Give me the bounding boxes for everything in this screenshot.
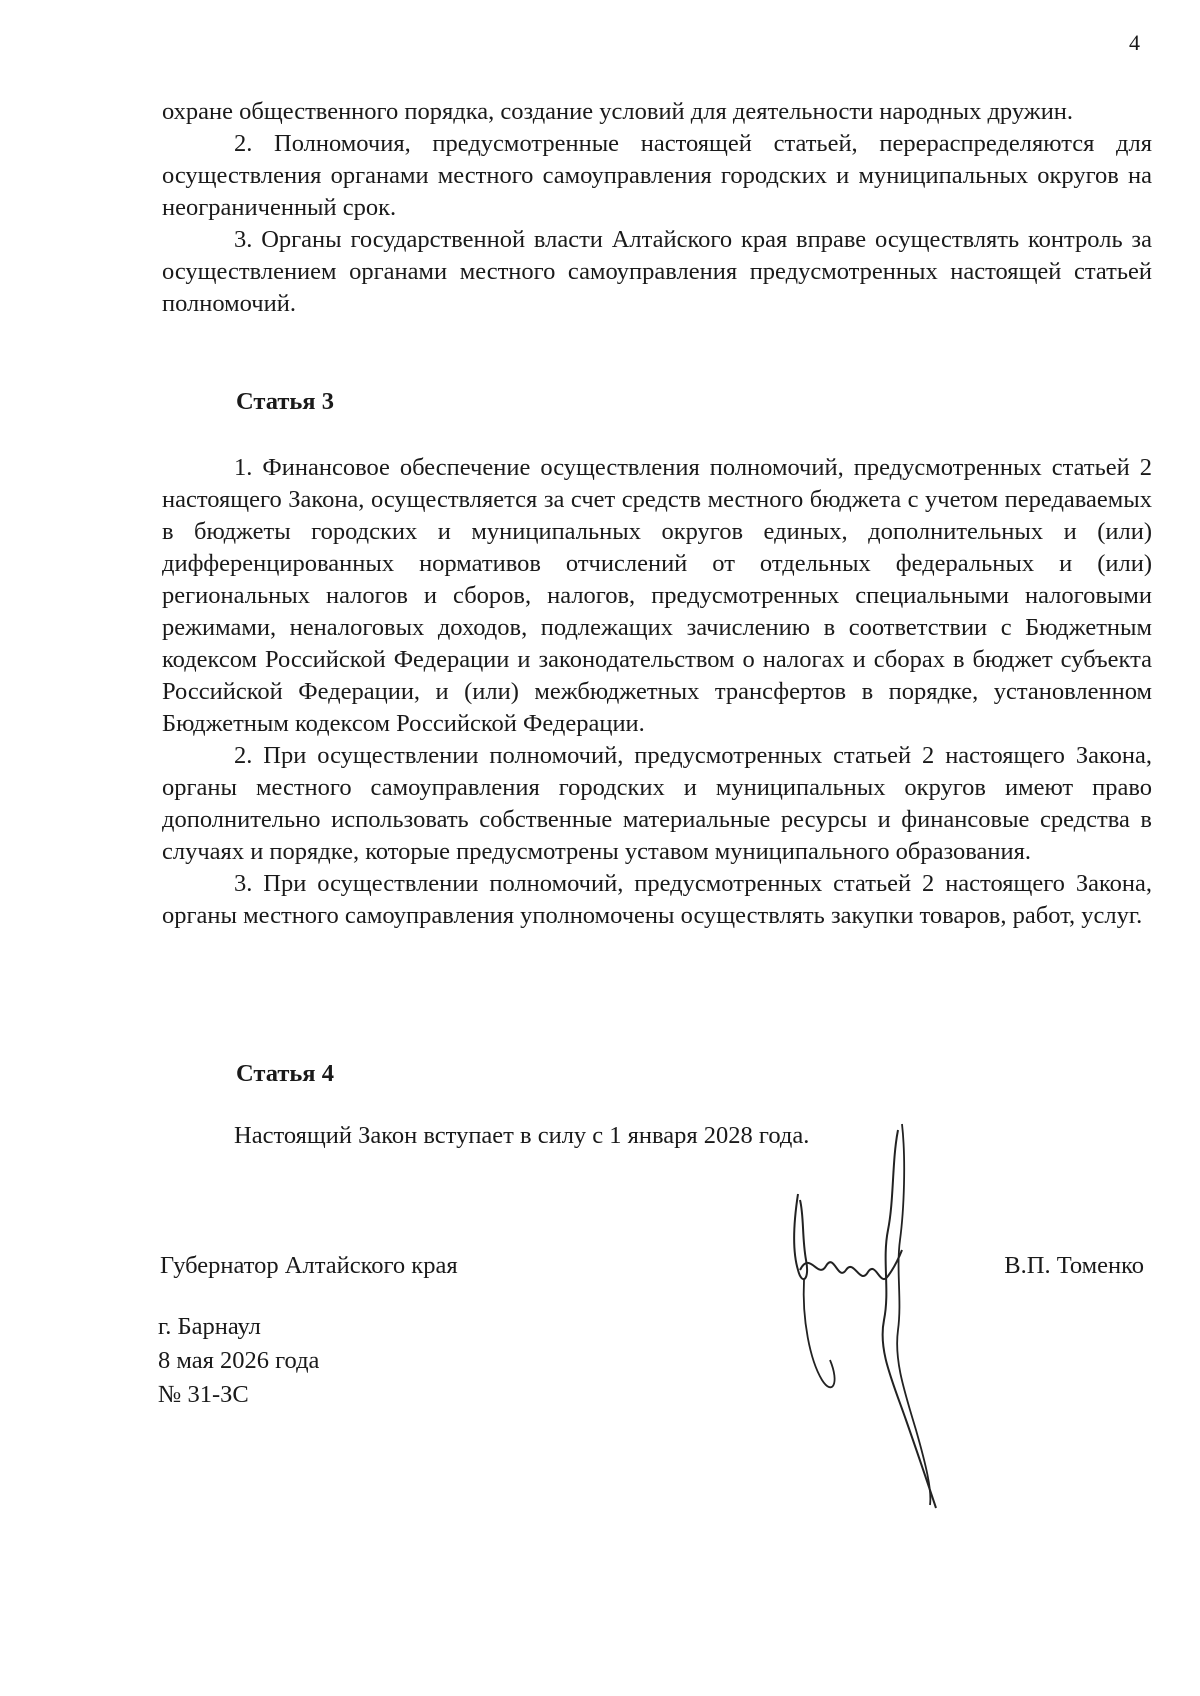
document-meta [158, 1310, 319, 1412]
article3-body [162, 452, 1152, 932]
article2-continuation [162, 96, 1152, 320]
signer-name: В.П. Томенко [1004, 1252, 1144, 1279]
paragraph: 2. Полномочия, предусмотренные настоящей статьей, перераспределяются для осуществления органами местного самоуправления городских и муниципальных округов на неограниченный срок. [162, 130, 1152, 221]
paragraph: 2. При осуществлении полномочий, предусмотренных статьей 2 настоящего Закона, органы местного самоуправления городских и муниципальных округов имеют право дополнительно использовать собственные материальные ресурсы и финансовые средства в случаях и порядке, которые предусмотрены уставом муниципального образования. [162, 742, 1152, 865]
meta-city: г. Барнаул [158, 1313, 261, 1340]
meta-date: 8 мая 2026 года [158, 1347, 320, 1374]
article4-text: Настоящий Закон вступает в силу с 1 января 2028 года. [234, 1122, 810, 1149]
handwritten-signature [780, 1120, 970, 1510]
paragraph: 1. Финансовое обеспечение осуществления полномочий, предусмотренных статьей 2 настоящего Закона, осуществляется за счет средств местного бюджета с учетом передаваемых в бюджеты городских и муниципальных округов единых, дополнительных и (или) дифференцированных нормативов отчислений от отдельных федеральных и (или) региональных налогов и сборов, налогов, предусмотренных специальными налоговыми режимами, неналоговых доходов, подлежащих зачислению в соответствии с Бюджетным кодексом Российской Федерации и законодательством о налогах и сборах в бюджет субъекта Российской Федерации, и (или) межбюджетных трансфертов в порядке, установленном Бюджетным кодексом Российской Федерации. [162, 454, 1152, 737]
article3-heading: Статья 3 [236, 388, 334, 415]
paragraph: 3. При осуществлении полномочий, предусмотренных статьей 2 настоящего Закона, органы местного самоуправления уполномочены осуществлять закупки товаров, работ, услуг. [162, 870, 1152, 929]
paragraph: 3. Органы государственной власти Алтайского края вправе осуществлять контроль за осуществлением органами местного самоуправления предусмотренных настоящей статьей полномочий. [162, 226, 1152, 317]
meta-number: № 31-ЗС [158, 1381, 249, 1408]
signer-title: Губернатор Алтайского края [160, 1252, 458, 1279]
paragraph: охране общественного порядка, создание условий для деятельности народных дружин. [162, 98, 1074, 125]
page-number: 4 [1129, 30, 1140, 55]
article4-heading: Статья 4 [236, 1060, 334, 1087]
